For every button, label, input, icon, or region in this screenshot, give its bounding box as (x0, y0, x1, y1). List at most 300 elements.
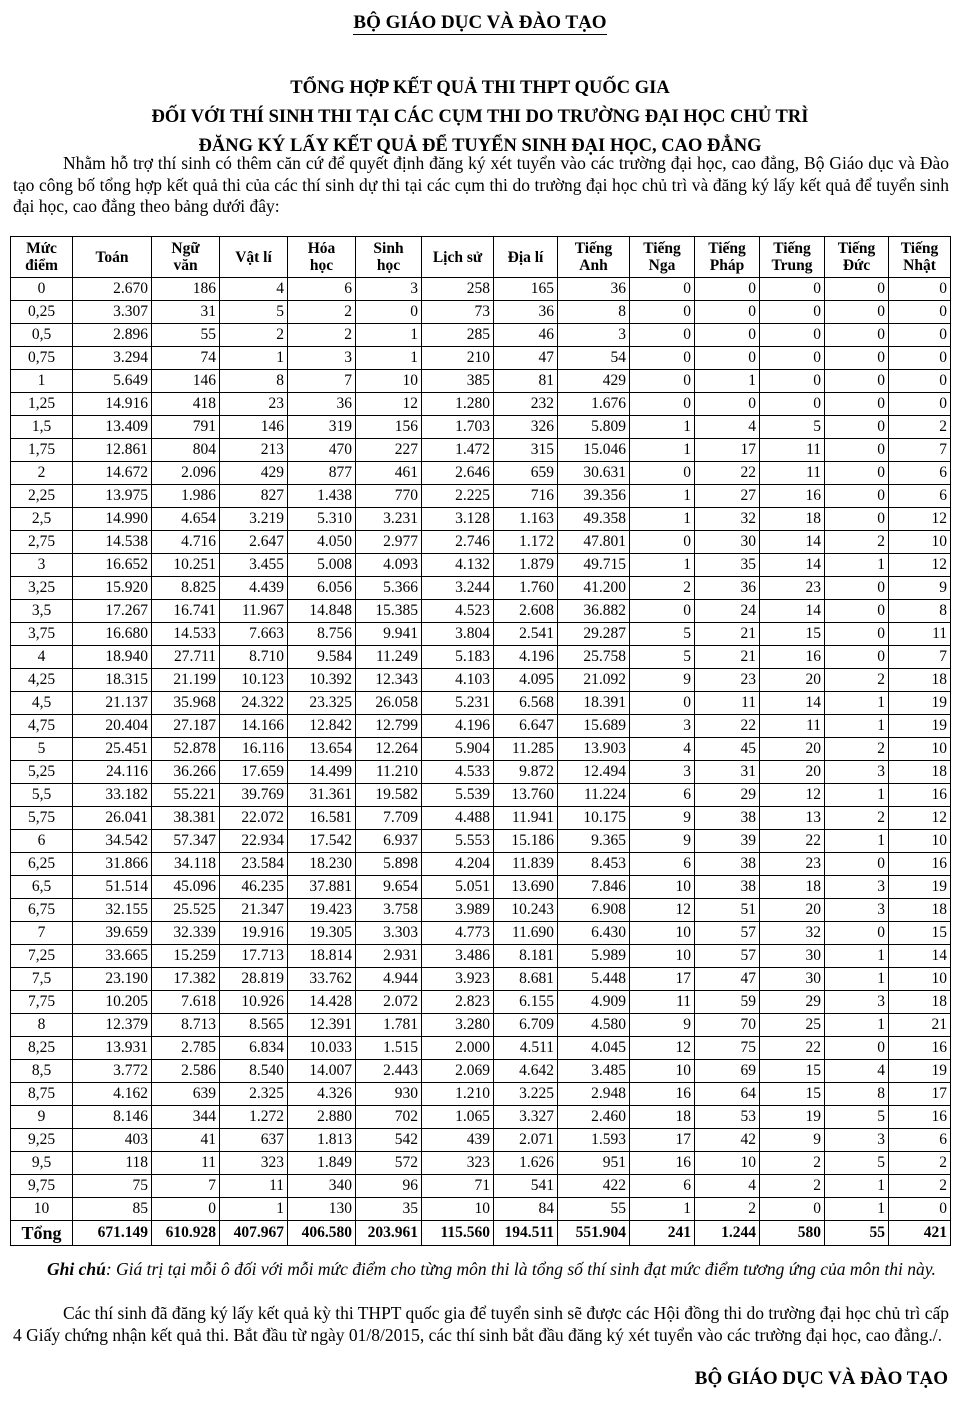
count-cell: 6.647 (494, 715, 558, 738)
count-cell: 5.051 (422, 876, 494, 899)
count-cell: 17.713 (220, 945, 288, 968)
count-cell: 8.825 (152, 577, 220, 600)
count-cell: 4.642 (494, 1060, 558, 1083)
count-cell: 39.769 (220, 784, 288, 807)
count-cell: 323 (220, 1152, 288, 1175)
count-cell: 15.920 (73, 577, 152, 600)
score-level-cell: 1,5 (11, 416, 73, 439)
count-cell: 19.305 (288, 922, 356, 945)
count-cell: 23.190 (73, 968, 152, 991)
score-level-cell: 8,5 (11, 1060, 73, 1083)
count-cell: 10 (695, 1152, 760, 1175)
count-cell: 6 (288, 278, 356, 301)
score-level-cell: 9,25 (11, 1129, 73, 1152)
count-cell: 11 (220, 1175, 288, 1198)
count-cell: 1.781 (356, 1014, 422, 1037)
count-cell: 6.908 (558, 899, 630, 922)
count-cell: 14.166 (220, 715, 288, 738)
count-cell: 2 (220, 324, 288, 347)
count-cell: 232 (494, 393, 558, 416)
count-cell: 3.231 (356, 508, 422, 531)
count-cell: 3.244 (422, 577, 494, 600)
count-cell: 0 (889, 301, 951, 324)
count-cell: 23.325 (288, 692, 356, 715)
count-cell: 31 (152, 301, 220, 324)
count-cell: 315 (494, 439, 558, 462)
count-cell: 10.392 (288, 669, 356, 692)
count-cell: 1 (630, 508, 695, 531)
count-cell: 9.365 (558, 830, 630, 853)
count-cell: 26.041 (73, 807, 152, 830)
count-cell: 1 (825, 1014, 889, 1037)
count-cell: 10 (889, 830, 951, 853)
count-cell: 422 (558, 1175, 630, 1198)
count-cell: 7.618 (152, 991, 220, 1014)
count-cell: 1.676 (558, 393, 630, 416)
count-cell: 38.381 (152, 807, 220, 830)
count-cell: 36 (695, 577, 760, 600)
count-cell: 42 (695, 1129, 760, 1152)
count-cell: 5.231 (422, 692, 494, 715)
count-cell: 6.937 (356, 830, 422, 853)
count-cell: 4.103 (422, 669, 494, 692)
table-row (11, 485, 951, 508)
count-cell: 21.199 (152, 669, 220, 692)
count-cell: 11 (760, 715, 825, 738)
count-cell: 0 (889, 370, 951, 393)
count-cell: 470 (288, 439, 356, 462)
count-cell: 9.654 (356, 876, 422, 899)
count-cell: 3 (558, 324, 630, 347)
count-cell: 21 (695, 623, 760, 646)
count-cell: 323 (422, 1152, 494, 1175)
count-cell: 541 (494, 1175, 558, 1198)
count-cell: 11 (889, 623, 951, 646)
count-cell: 20.404 (73, 715, 152, 738)
column-header-line: Anh (579, 257, 608, 274)
count-cell: 23 (760, 853, 825, 876)
count-cell: 8.181 (494, 945, 558, 968)
count-cell: 0 (760, 1198, 825, 1221)
count-cell: 1.438 (288, 485, 356, 508)
count-cell: 12 (356, 393, 422, 416)
count-cell: 213 (220, 439, 288, 462)
count-cell: 15 (760, 623, 825, 646)
count-cell: 1.280 (422, 393, 494, 416)
count-cell: 18 (889, 761, 951, 784)
count-cell: 542 (356, 1129, 422, 1152)
count-cell: 6 (630, 784, 695, 807)
count-cell: 0 (760, 278, 825, 301)
table-body (11, 278, 951, 1246)
count-cell: 22 (760, 1037, 825, 1060)
count-cell: 3.989 (422, 899, 494, 922)
score-level-cell: 7 (11, 922, 73, 945)
count-cell: 3 (825, 991, 889, 1014)
count-cell: 34.542 (73, 830, 152, 853)
score-level-cell: 0 (11, 278, 73, 301)
score-level-cell: 0,75 (11, 347, 73, 370)
count-cell: 70 (695, 1014, 760, 1037)
count-cell: 1 (630, 416, 695, 439)
table-row (11, 692, 951, 715)
count-cell: 23 (760, 577, 825, 600)
count-cell: 37.881 (288, 876, 356, 899)
count-cell: 1 (825, 945, 889, 968)
count-cell: 4.204 (422, 853, 494, 876)
count-cell: 34.118 (152, 853, 220, 876)
count-cell: 19.423 (288, 899, 356, 922)
ministry-header (0, 12, 960, 34)
count-cell: 0 (825, 508, 889, 531)
column-header-line: Mức (26, 240, 57, 257)
count-cell: 2 (288, 324, 356, 347)
count-cell: 11.224 (558, 784, 630, 807)
count-cell: 5.310 (288, 508, 356, 531)
count-cell: 17.267 (73, 600, 152, 623)
column-header-line: Ngữ (171, 240, 200, 257)
count-cell: 11.285 (494, 738, 558, 761)
count-cell: 194.511 (494, 1221, 558, 1246)
count-cell: 8.453 (558, 853, 630, 876)
count-cell: 7.663 (220, 623, 288, 646)
count-cell: 3 (288, 347, 356, 370)
count-cell: 0 (356, 301, 422, 324)
count-cell: 2.896 (73, 324, 152, 347)
count-cell: 69 (695, 1060, 760, 1083)
score-level-cell: 3,75 (11, 623, 73, 646)
count-cell: 0 (695, 393, 760, 416)
count-cell: 25.451 (73, 738, 152, 761)
count-cell: 35.968 (152, 692, 220, 715)
count-cell: 118 (73, 1152, 152, 1175)
count-cell: 7 (288, 370, 356, 393)
count-cell: 20 (760, 669, 825, 692)
count-cell: 55.221 (152, 784, 220, 807)
column-header (760, 237, 825, 278)
count-cell: 15.186 (494, 830, 558, 853)
column-header-line: Tiếng (708, 240, 746, 257)
count-cell: 39 (695, 830, 760, 853)
count-cell: 130 (288, 1198, 356, 1221)
intro-paragraph (13, 153, 949, 218)
table-row (11, 899, 951, 922)
count-cell: 26.058 (356, 692, 422, 715)
note-paragraph (13, 1259, 949, 1281)
count-cell: 5 (630, 646, 695, 669)
column-header (825, 237, 889, 278)
count-cell: 1 (825, 968, 889, 991)
count-cell: 24.322 (220, 692, 288, 715)
count-cell: 12.343 (356, 669, 422, 692)
count-cell: 0 (630, 301, 695, 324)
count-cell: 6 (630, 1175, 695, 1198)
count-cell: 33.665 (73, 945, 152, 968)
count-cell: 14.916 (73, 393, 152, 416)
count-cell: 16.652 (73, 554, 152, 577)
count-cell: 6.430 (558, 922, 630, 945)
count-cell: 1 (825, 715, 889, 738)
count-cell: 4.533 (422, 761, 494, 784)
count-cell: 13.903 (558, 738, 630, 761)
count-cell: 1 (825, 1175, 889, 1198)
count-cell: 9 (630, 669, 695, 692)
column-header (73, 237, 152, 278)
count-cell: 21 (889, 1014, 951, 1037)
count-cell: 385 (422, 370, 494, 393)
count-cell: 14 (760, 600, 825, 623)
count-cell: 7 (889, 439, 951, 462)
count-cell: 326 (494, 416, 558, 439)
score-level-cell: 3,5 (11, 600, 73, 623)
score-level-cell: 5,25 (11, 761, 73, 784)
count-cell: 2.072 (356, 991, 422, 1014)
count-cell: 639 (152, 1083, 220, 1106)
column-header (356, 237, 422, 278)
count-cell: 0 (630, 462, 695, 485)
count-cell: 877 (288, 462, 356, 485)
score-level-cell: 1 (11, 370, 73, 393)
count-cell: 702 (356, 1106, 422, 1129)
count-cell: 146 (152, 370, 220, 393)
count-cell: 9 (889, 577, 951, 600)
count-cell: 22 (695, 715, 760, 738)
score-level-cell: 2,75 (11, 531, 73, 554)
score-level-cell: 2,25 (11, 485, 73, 508)
table-row (11, 1014, 951, 1037)
count-cell: 0 (889, 347, 951, 370)
column-header-line: Toán (95, 248, 129, 266)
column-header-line: Vật lí (235, 248, 272, 266)
count-cell: 9 (630, 807, 695, 830)
count-cell: 637 (220, 1129, 288, 1152)
count-cell: 3.128 (422, 508, 494, 531)
column-header-line: Hóa (307, 240, 336, 257)
count-cell: 2 (889, 416, 951, 439)
count-cell: 14.533 (152, 623, 220, 646)
count-cell: 38 (695, 853, 760, 876)
count-cell: 1.849 (288, 1152, 356, 1175)
count-cell: 3.280 (422, 1014, 494, 1037)
total-row (11, 1221, 951, 1246)
count-cell: 3.758 (356, 899, 422, 922)
count-cell: 20 (760, 738, 825, 761)
count-cell: 439 (422, 1129, 494, 1152)
column-header (494, 237, 558, 278)
count-cell: 10 (889, 968, 951, 991)
table-row (11, 1198, 951, 1221)
count-cell: 2.586 (152, 1060, 220, 1083)
count-cell: 2 (825, 807, 889, 830)
count-cell: 0 (630, 531, 695, 554)
score-level-cell: 6,25 (11, 853, 73, 876)
table-row (11, 623, 951, 646)
count-cell: 4.050 (288, 531, 356, 554)
table-row (11, 876, 951, 899)
count-cell: 55 (558, 1198, 630, 1221)
column-header-line: Trung (771, 257, 813, 274)
count-cell: 2.785 (152, 1037, 220, 1060)
count-cell: 659 (494, 462, 558, 485)
count-cell: 6.568 (494, 692, 558, 715)
count-cell: 49.358 (558, 508, 630, 531)
column-header (422, 237, 494, 278)
count-cell: 4.196 (494, 646, 558, 669)
count-cell: 47 (695, 968, 760, 991)
count-cell: 0 (825, 393, 889, 416)
count-cell: 1.210 (422, 1083, 494, 1106)
count-cell: 1.272 (220, 1106, 288, 1129)
table-row (11, 278, 951, 301)
count-cell: 75 (73, 1175, 152, 1198)
count-cell: 12.379 (73, 1014, 152, 1037)
count-cell: 7.846 (558, 876, 630, 899)
count-cell: 11.967 (220, 600, 288, 623)
count-cell: 0 (760, 301, 825, 324)
count-cell: 6.709 (494, 1014, 558, 1037)
count-cell: 10 (356, 370, 422, 393)
score-level-cell: 8,25 (11, 1037, 73, 1060)
count-cell: 0 (825, 416, 889, 439)
count-cell: 0 (825, 577, 889, 600)
column-header-line: Tiếng (773, 240, 811, 257)
count-cell: 8.756 (288, 623, 356, 646)
count-cell: 9.941 (356, 623, 422, 646)
count-cell: 0 (760, 370, 825, 393)
count-cell: 0 (695, 278, 760, 301)
count-cell: 1 (825, 1198, 889, 1221)
count-cell: 4 (220, 278, 288, 301)
count-cell: 16 (889, 853, 951, 876)
table-row (11, 554, 951, 577)
count-cell: 241 (630, 1221, 695, 1246)
count-cell: 74 (152, 347, 220, 370)
count-cell: 4.716 (152, 531, 220, 554)
count-cell: 18.315 (73, 669, 152, 692)
count-cell: 47 (494, 347, 558, 370)
count-cell: 16 (889, 784, 951, 807)
count-cell: 12.861 (73, 439, 152, 462)
count-cell: 17 (630, 968, 695, 991)
table-header (11, 237, 951, 278)
column-header-line: Nhật (903, 257, 936, 274)
count-cell: 8 (825, 1083, 889, 1106)
count-cell: 0 (825, 347, 889, 370)
count-cell: 4.196 (422, 715, 494, 738)
count-cell: 16.116 (220, 738, 288, 761)
count-cell: 804 (152, 439, 220, 462)
count-cell: 47.801 (558, 531, 630, 554)
count-cell: 1.879 (494, 554, 558, 577)
count-cell: 30 (760, 945, 825, 968)
count-cell: 16.680 (73, 623, 152, 646)
count-cell: 0 (825, 462, 889, 485)
count-cell: 0 (695, 301, 760, 324)
count-cell: 36.882 (558, 600, 630, 623)
count-cell: 572 (356, 1152, 422, 1175)
count-cell: 14.538 (73, 531, 152, 554)
count-cell: 5.183 (422, 646, 494, 669)
count-cell: 3 (825, 761, 889, 784)
count-cell: 2 (760, 1175, 825, 1198)
count-cell: 4.909 (558, 991, 630, 1014)
count-cell: 49.715 (558, 554, 630, 577)
count-cell: 406.580 (288, 1221, 356, 1246)
count-cell: 4.439 (220, 577, 288, 600)
count-cell: 418 (152, 393, 220, 416)
count-cell: 8.565 (220, 1014, 288, 1037)
count-cell: 51.514 (73, 876, 152, 899)
count-cell: 1.813 (288, 1129, 356, 1152)
count-cell: 12.799 (356, 715, 422, 738)
count-cell: 6.056 (288, 577, 356, 600)
count-cell: 15.689 (558, 715, 630, 738)
count-cell: 20 (760, 761, 825, 784)
count-cell: 12 (889, 807, 951, 830)
count-cell: 0 (630, 370, 695, 393)
count-cell: 35 (695, 554, 760, 577)
count-cell: 8 (558, 301, 630, 324)
count-cell: 17 (889, 1083, 951, 1106)
count-cell: 210 (422, 347, 494, 370)
document-title (0, 74, 960, 161)
count-cell: 27 (695, 485, 760, 508)
score-level-cell: 4 (11, 646, 73, 669)
count-cell: 4.326 (288, 1083, 356, 1106)
count-cell: 3 (825, 899, 889, 922)
table-row (11, 1037, 951, 1060)
count-cell: 15.046 (558, 439, 630, 462)
count-cell: 716 (494, 485, 558, 508)
count-cell: 4.511 (494, 1037, 558, 1060)
count-cell: 2.096 (152, 462, 220, 485)
score-level-cell: 2,5 (11, 508, 73, 531)
count-cell: 8.540 (220, 1060, 288, 1083)
count-cell: 2.325 (220, 1083, 288, 1106)
count-cell: 57 (695, 922, 760, 945)
count-cell: 18 (889, 899, 951, 922)
column-header (695, 237, 760, 278)
count-cell: 31.866 (73, 853, 152, 876)
count-cell: 951 (558, 1152, 630, 1175)
count-cell: 21.137 (73, 692, 152, 715)
count-cell: 1 (630, 485, 695, 508)
score-level-cell: 7,75 (11, 991, 73, 1014)
count-cell: 3 (825, 876, 889, 899)
column-header (558, 237, 630, 278)
score-level-cell: 5,5 (11, 784, 73, 807)
count-cell: 9.584 (288, 646, 356, 669)
column-header-line: văn (173, 257, 198, 274)
count-cell: 17 (695, 439, 760, 462)
table-row (11, 646, 951, 669)
count-cell: 1 (825, 692, 889, 715)
count-cell: 9 (760, 1129, 825, 1152)
count-cell: 41 (152, 1129, 220, 1152)
count-cell: 29 (760, 991, 825, 1014)
count-cell: 1.172 (494, 531, 558, 554)
count-cell: 2 (288, 301, 356, 324)
count-cell: 2 (760, 1152, 825, 1175)
count-cell: 10.123 (220, 669, 288, 692)
count-cell: 4.654 (152, 508, 220, 531)
count-cell: 7 (889, 646, 951, 669)
count-cell: 45.096 (152, 876, 220, 899)
count-cell: 10.926 (220, 991, 288, 1014)
count-cell: 5 (630, 623, 695, 646)
count-cell: 0 (825, 439, 889, 462)
count-cell: 13.975 (73, 485, 152, 508)
